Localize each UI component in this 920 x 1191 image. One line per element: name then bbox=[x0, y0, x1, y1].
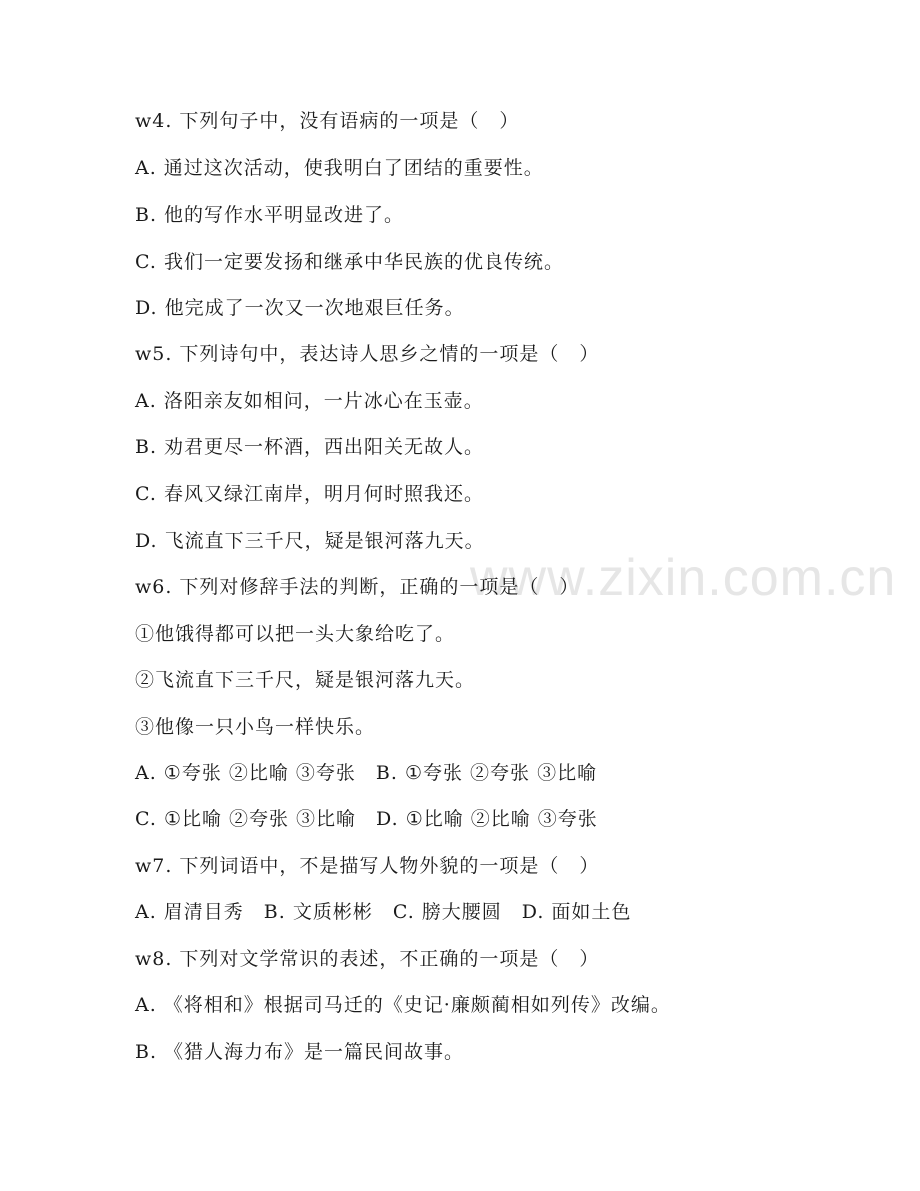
question-6-stem: w6. 下列对修辞手法的判断，正确的一项是（ ） bbox=[135, 576, 580, 598]
question-6-options-cd: C. ①比喻 ②夸张 ③比喻 D. ①比喻 ②比喻 ③夸张 bbox=[135, 808, 598, 830]
question-8-option-a: A. 《将相和》根据司马迁的《史记·廉颇蔺相如列传》改编。 bbox=[135, 994, 671, 1016]
question-4-option-a: A. 通过这次活动，使我明白了团结的重要性。 bbox=[135, 157, 544, 179]
question-5-option-d: D. 飞流直下三千尺，疑是银河落九天。 bbox=[135, 530, 485, 552]
question-6-sentence-2: ②飞流直下三千尺，疑是银河落九天。 bbox=[135, 669, 476, 691]
question-5-option-b: B. 劝君更尽一杯酒，西出阳关无故人。 bbox=[135, 436, 485, 458]
watermark: www.zixin.com.cn bbox=[470, 549, 897, 607]
question-5-option-a: A. 洛阳亲友如相问，一片冰心在玉壶。 bbox=[135, 390, 484, 412]
question-7-stem: w7. 下列词语中，不是描写人物外貌的一项是（ ） bbox=[135, 855, 600, 877]
question-6-options-ab: A. ①夸张 ②比喻 ③夸张 B. ①夸张 ②夸张 ③比喻 bbox=[135, 762, 598, 784]
question-7-options: A. 眉清目秀 B. 文质彬彬 C. 膀大腰圆 D. 面如土色 bbox=[135, 901, 632, 923]
question-8-stem: w8. 下列对文学常识的表述，不正确的一项是（ ） bbox=[135, 948, 600, 970]
question-6-sentence-1: ①他饿得都可以把一头大象给吃了。 bbox=[135, 623, 456, 645]
question-4-stem: w4. 下列句子中，没有语病的一项是（ ） bbox=[135, 110, 520, 132]
question-4-option-c: C. 我们一定要发扬和继承中华民族的优良传统。 bbox=[135, 251, 564, 273]
question-8-option-b: B. 《猎人海力布》是一篇民间故事。 bbox=[135, 1041, 465, 1063]
question-6-sentence-3: ③他像一只小鸟一样快乐。 bbox=[135, 716, 376, 738]
question-4-option-b: B. 他的写作水平明显改进了。 bbox=[135, 204, 405, 226]
question-5-option-c: C. 春风又绿江南岸，明月何时照我还。 bbox=[135, 483, 484, 505]
question-5-stem: w5. 下列诗句中，表达诗人思乡之情的一项是（ ） bbox=[135, 343, 600, 365]
question-4-option-d: D. 他完成了一次又一次地艰巨任务。 bbox=[135, 297, 465, 319]
